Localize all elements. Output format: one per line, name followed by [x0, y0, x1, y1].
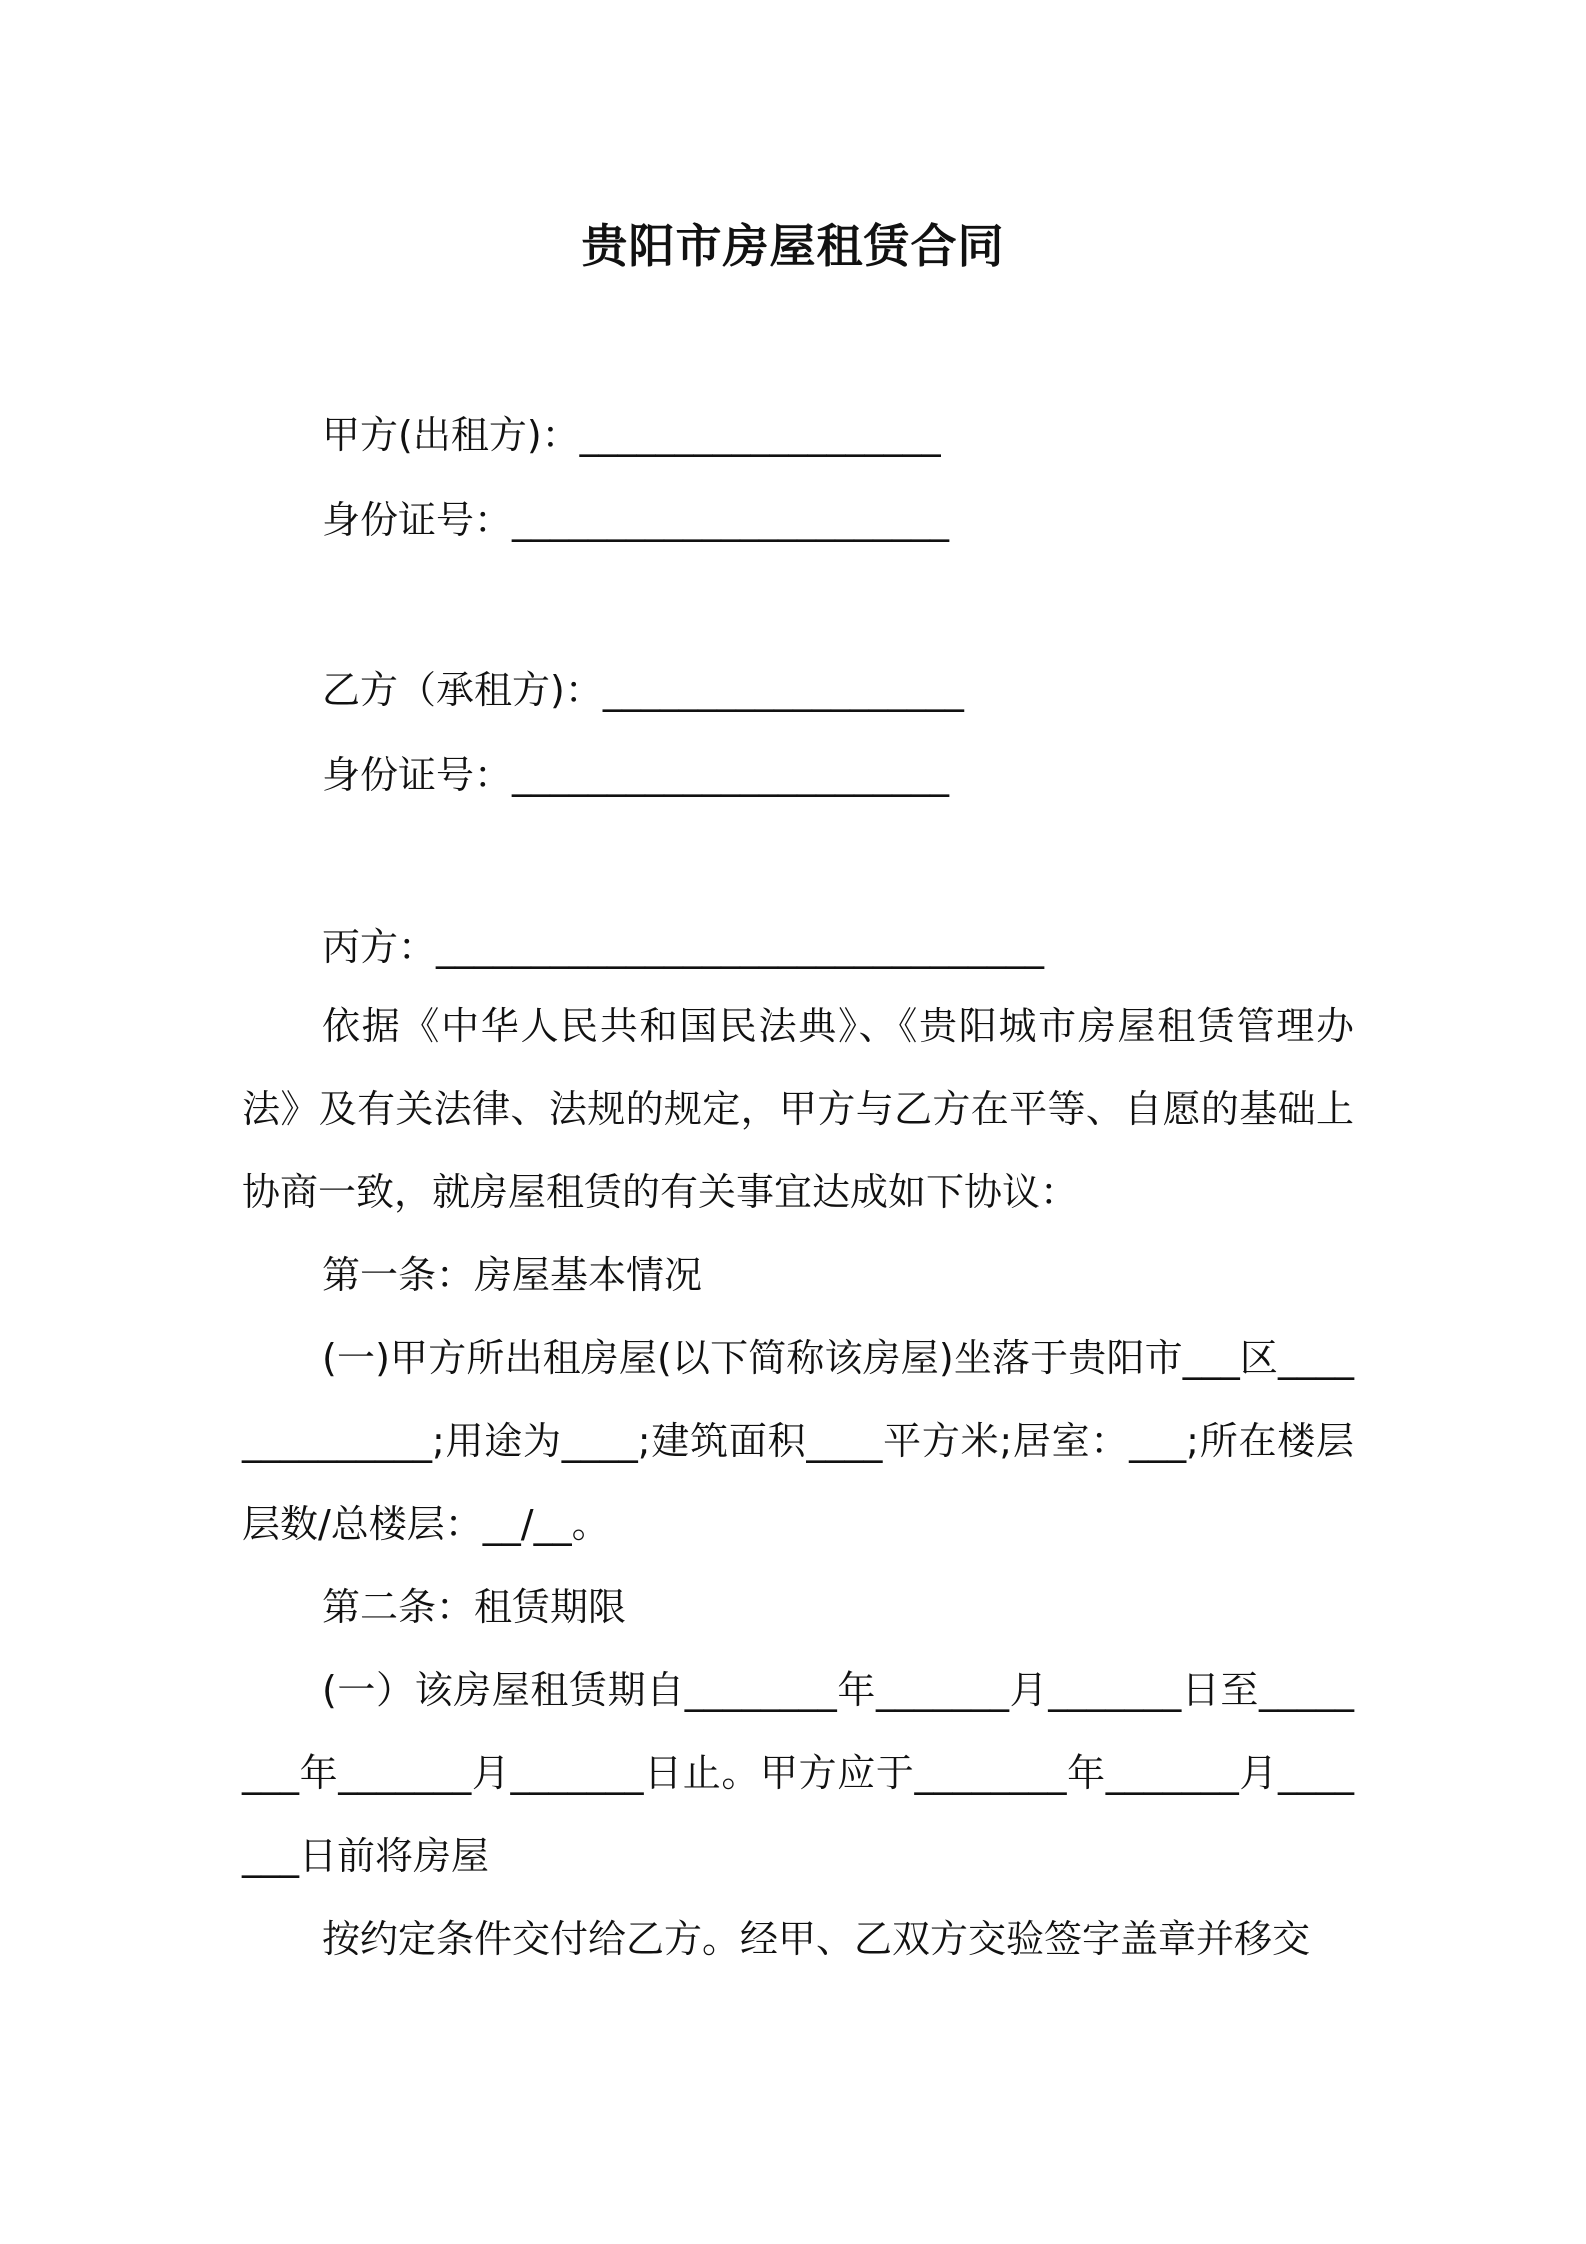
article-2-clause-1: (一）该房屋租赁期自________年_______月_______日至________年_______月_______日止。甲方应于________年_______月_______日前将房屋 [242, 1668, 1354, 1878]
party-c-line: 丙方：________________________________ [322, 925, 1045, 969]
party-b-id-line: 身份证号：_______________________ [322, 753, 950, 797]
contract-body [242, 985, 1354, 1981]
delivery-paragraph: 按约定条件交付给乙方。经甲、乙双方交验签字盖章并移交 [322, 1917, 1311, 1961]
party-b-line: 乙方（承租方)：___________________ [322, 668, 964, 712]
preamble-paragraph: 依据《中华人民共和国民法典》、《贵阳城市房屋租赁管理办法》及有关法律、法规的规定，甲方与乙方在平等、自愿的基础上协商一致，就房屋租赁的有关事宜达成如下协议： [242, 1004, 1354, 1214]
article-1-clause-1: (一)甲方所出租房屋(以下简称该房屋)坐落于贵阳市___区______________;用途为____;建筑面积____平方米;居室：___;所在楼层层数/总楼层：__/__。 [242, 1336, 1354, 1546]
article-2-heading: 第二条：租赁期限 [322, 1585, 627, 1629]
party-a-line: 甲方(出租方)：___________________ [322, 413, 941, 457]
document-title: 贵阳市房屋租赁合同 [581, 219, 1005, 273]
party-a-id-line: 身份证号：_______________________ [322, 498, 950, 542]
article-1-heading: 第一条：房屋基本情况 [322, 1253, 703, 1297]
